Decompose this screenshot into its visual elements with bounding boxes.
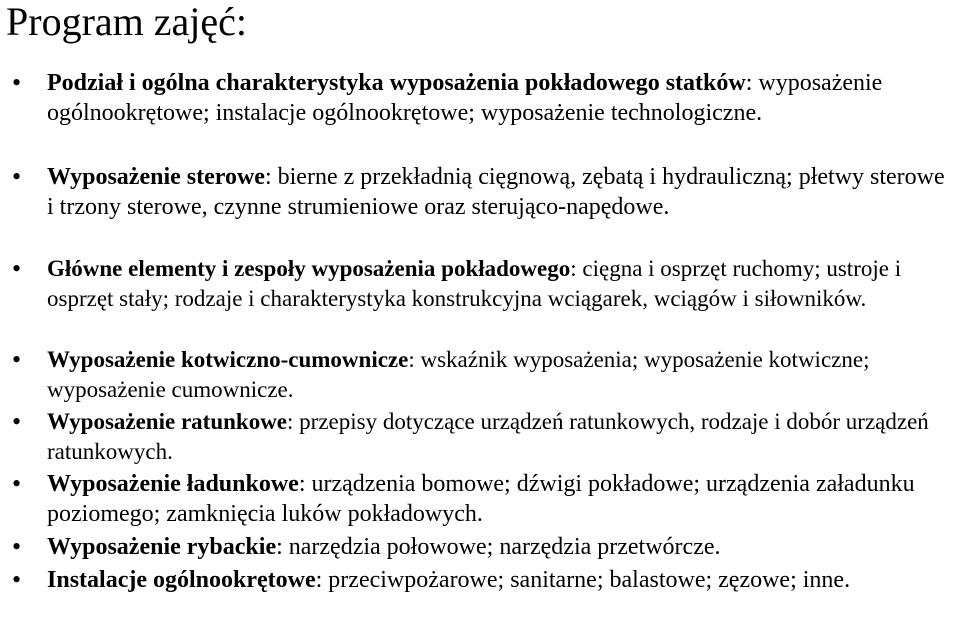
list-item-text	[47, 565, 953, 595]
list-item-rest: : wyposażenie ogólnookrętowe; instalacje ogólnookrętowe; wyposażenie technologiczne.	[47, 70, 883, 126]
list-item-rest: : bierne z przekładnią cięgnową, zębatą i hydrauliczną; płetwy sterowe i trzony sterowe, czynne strumieniowe oraz sterująco-napędowe.	[47, 164, 945, 220]
bullet-icon: •	[12, 532, 22, 561]
bullet-icon: •	[12, 407, 22, 436]
list-item	[0, 254, 959, 324]
list-item-text	[47, 469, 953, 529]
bullet-icon: •	[12, 469, 22, 498]
bullet-icon: •	[12, 254, 22, 283]
list-item-lead: Wyposażenie kotwiczno-cumownicze	[47, 347, 409, 372]
list-item-text	[47, 345, 953, 405]
page-title: Program zajęć:	[6, 0, 247, 44]
bullet-icon: •	[12, 68, 22, 97]
list-item	[0, 469, 959, 539]
list-item-rest: : cięgna i osprzęt ruchomy; ustroje i osprzęt stały; rodzaje i charakterystyka konstrukcyjna wciągarek, wciągów i siłowników.	[47, 256, 902, 311]
list-item-rest: : przeciwpożarowe; sanitarne; balastowe; zęzowe; inne.	[315, 567, 851, 593]
list-item-rest: : urządzenia bomowe; dźwigi pokładowe; urządzenia załadunku poziomego; zamknięcia luków pokładowych.	[47, 471, 915, 527]
list-item-text	[47, 162, 953, 222]
list-item-text	[47, 407, 953, 467]
bullet-icon: •	[12, 162, 22, 191]
list-item	[0, 162, 959, 232]
list-item-lead: Główne elementy i zespoły wyposażenia pokładowego	[47, 256, 571, 281]
list-item	[0, 68, 959, 138]
list-item-text	[47, 254, 953, 314]
list-item-lead: Wyposażenie rybackie	[47, 534, 277, 560]
list-item-rest: : przepisy dotyczące urządzeń ratunkowych, rodzaje i dobór urządzeń ratunkowych.	[47, 409, 929, 464]
list-item-rest: : narzędzia połowowe; narzędzia przetwórcze.	[276, 534, 721, 560]
list-item-rest: : wskaźnik wyposażenia; wyposażenie kotwiczne; wyposażenie cumownicze.	[47, 347, 870, 402]
list-item-text	[47, 532, 953, 562]
list-item-lead: Instalacje ogólnookrętowe	[47, 567, 316, 593]
list-item	[0, 345, 959, 415]
list-item-lead: Podział i ogólna charakterystyka wyposażenia pokładowego statków	[47, 70, 746, 96]
list-item	[0, 407, 959, 477]
bullet-icon: •	[12, 345, 22, 374]
list-item-lead: Wyposażenie ratunkowe	[47, 409, 288, 434]
list-item-text	[47, 68, 953, 128]
list-item-lead: Wyposażenie sterowe	[47, 164, 265, 190]
list-item	[0, 565, 959, 635]
bullet-icon: •	[12, 565, 22, 594]
list-item-lead: Wyposażenie ładunkowe	[47, 471, 299, 497]
